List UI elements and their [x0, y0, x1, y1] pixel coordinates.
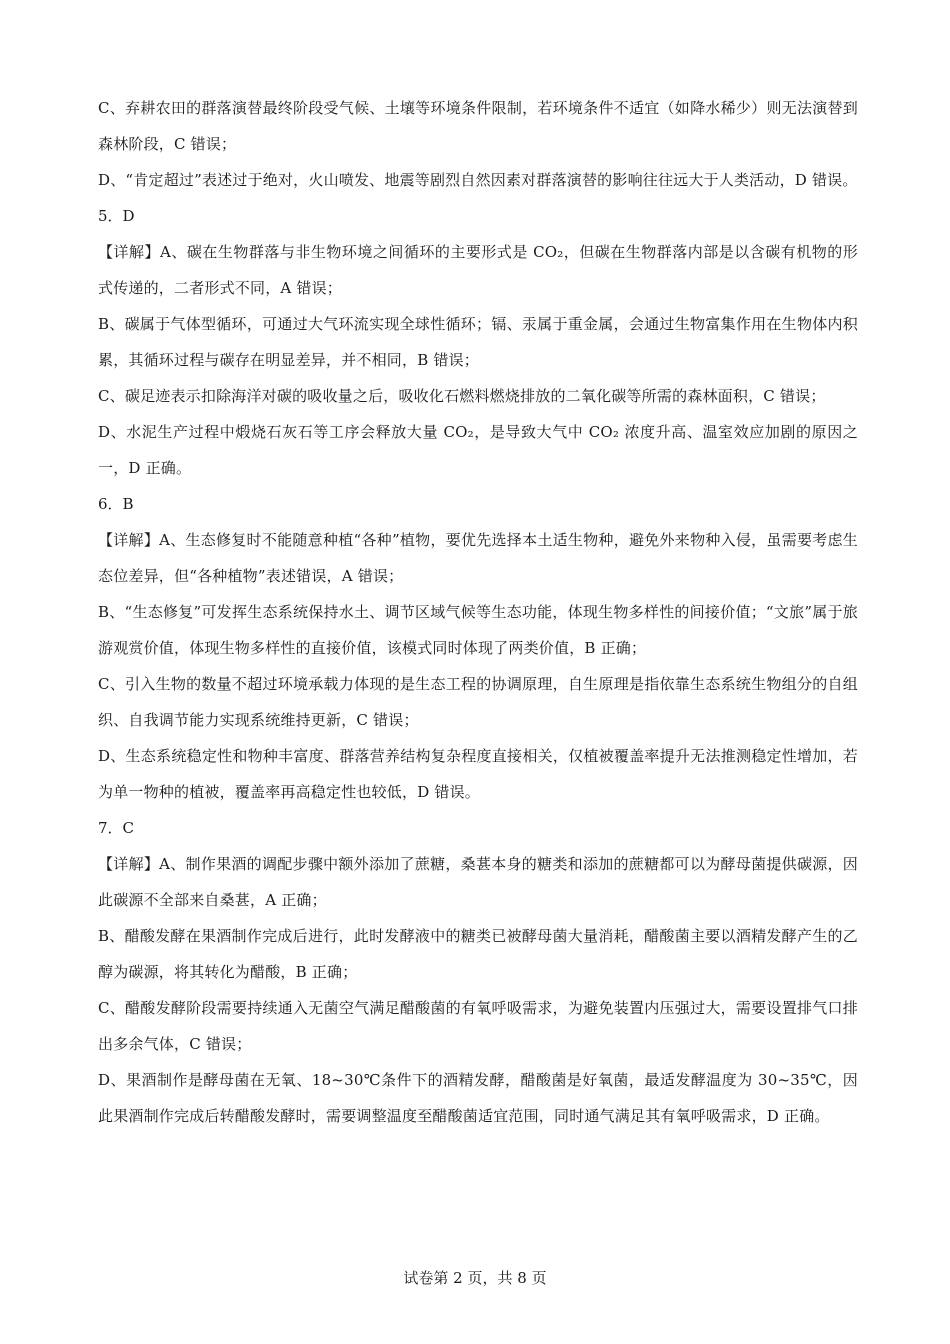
answer-content: [98, 90, 858, 1134]
page-footer: 试卷第 2 页，共 8 页: [403, 1269, 547, 1287]
question-number: 7．C: [98, 819, 135, 837]
question-number: 6．B: [98, 495, 134, 513]
answer-paragraph: B、醋酸发酵在果酒制作完成后进行，此时发酵液中的糖类已被酵母菌大量消耗，醋酸菌主要以酒精发酵产生的乙醇为碳源，将其转化为醋酸，B 正确；: [98, 927, 858, 981]
answer-paragraph: B、碳属于气体型循环，可通过大气环流实现全球性循环；镉、汞属于重金属，会通过生物富集作用在生物体内积累，其循环过程与碳存在明显差异，并不相同，B 错误；: [98, 315, 858, 369]
answer-paragraph: 【详解】A、碳在生物群落与非生物环境之间循环的主要形式是 CO₂，但碳在生物群落内部是以含碳有机物的形式传递的，二者形式不同，A 错误；: [98, 243, 858, 297]
answer-paragraph: C、醋酸发酵阶段需要持续通入无菌空气满足醋酸菌的有氧呼吸需求，为避免装置内压强过大，需要设置排气口排出多余气体，C 错误；: [98, 999, 858, 1053]
answer-paragraph: B、“生态修复”可发挥生态系统保持水土、调节区域气候等生态功能，体现生物多样性的间接价值；“文旅”属于旅游观赏价值，体现生物多样性的直接价值，该模式同时体现了两类价值，B 正确；: [98, 603, 858, 657]
answer-paragraph: C、引入生物的数量不超过环境承载力体现的是生态工程的协调原理，自生原理是指依靠生态系统生物组分的自组织、自我调节能力实现系统维持更新，C 错误；: [98, 675, 858, 729]
answer-paragraph: D、“肯定超过”表述过于绝对，火山喷发、地震等剧烈自然因素对群落演替的影响往往远大于人类活动，D 错误。: [98, 171, 858, 189]
answer-paragraph: C、弃耕农田的群落演替最终阶段受气候、土壤等环境条件限制，若环境条件不适宜（如降水稀少）则无法演替到森林阶段，C 错误；: [98, 99, 858, 153]
answer-paragraph: C、碳足迹表示扣除海洋对碳的吸收量之后，吸收化石燃料燃烧排放的二氧化碳等所需的森林面积，C 错误；: [98, 387, 826, 405]
answer-paragraph: 【详解】A、生态修复时不能随意种植“各种”植物，要优先选择本土适生物种，避免外来物种入侵，虽需要考虑生态位差异，但“各种植物”表述错误，A 错误；: [98, 531, 858, 585]
answer-paragraph: D、生态系统稳定性和物种丰富度、群落营养结构复杂程度直接相关，仅植被覆盖率提升无法推测稳定性增加，若为单一物种的植被，覆盖率再高稳定性也较低，D 错误。: [98, 747, 858, 801]
answer-paragraph: 【详解】A、制作果酒的调配步骤中额外添加了蔗糖，桑葚本身的糖类和添加的蔗糖都可以为酵母菌提供碳源，因此碳源不全部来自桑葚，A 正确；: [98, 855, 858, 909]
question-number: 5．D: [98, 207, 135, 225]
answer-paragraph: D、果酒制作是酵母菌在无氧、18~30℃条件下的酒精发酵，醋酸菌是好氧菌，最适发酵温度为 30~35℃，因此果酒制作完成后转醋酸发酵时，需要调整温度至醋酸菌适宜范围，同时通气满足其有氧呼吸需求，D 正确。: [98, 1071, 858, 1125]
answer-paragraph: D、水泥生产过程中煅烧石灰石等工序会释放大量 CO₂，是导致大气中 CO₂ 浓度升高、温室效应加剧的原因之一，D 正确。: [98, 423, 858, 477]
